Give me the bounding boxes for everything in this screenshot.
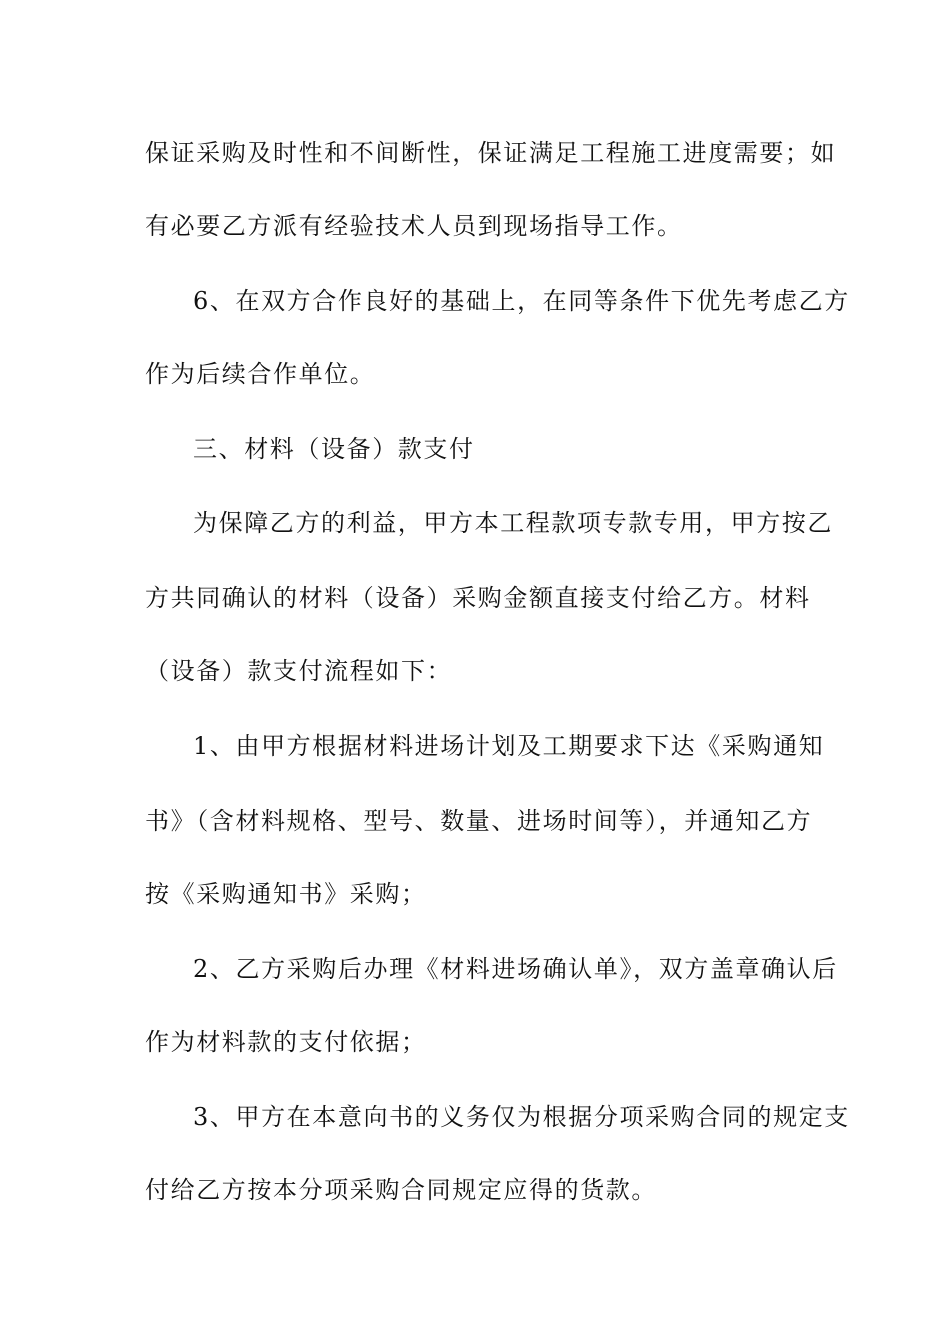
paragraph-line: 按《采购通知书》采购； <box>145 880 427 908</box>
paragraph-line: 保证采购及时性和不间断性，保证满足工程施工进度需要；如 <box>145 139 837 167</box>
section-heading: 三、材料（设备）款支付 <box>193 435 475 463</box>
paragraph-line: 作为后续合作单位。 <box>145 360 376 388</box>
paragraph-line: 付给乙方按本分项采购合同规定应得的货款。 <box>145 1176 657 1204</box>
paragraph-line: 作为材料款的支付依据； <box>145 1028 427 1056</box>
paragraph-line: （设备）款支付流程如下： <box>145 657 453 685</box>
paragraph-line: 方共同确认的材料（设备）采购金额直接支付给乙方。材料 <box>145 584 811 612</box>
paragraph-line: 有必要乙方派有经验技术人员到现场指导工作。 <box>145 212 683 240</box>
paragraph-line: 为保障乙方的利益，甲方本工程款项专款专用，甲方按乙 <box>193 509 833 537</box>
paragraph-line: 2、乙方采购后办理《材料进场确认单》，双方盖章确认后 <box>193 955 838 983</box>
paragraph-line: 书》（含材料规格、型号、数量、进场时间等），并通知乙方 <box>145 807 813 835</box>
paragraph-line: 1、由甲方根据材料进场计划及工期要求下达《采购通知 <box>193 732 825 760</box>
paragraph-line: 6、在双方合作良好的基础上，在同等条件下优先考虑乙方 <box>193 287 850 315</box>
paragraph-line: 3、甲方在本意向书的义务仅为根据分项采购合同的规定支 <box>193 1103 850 1131</box>
